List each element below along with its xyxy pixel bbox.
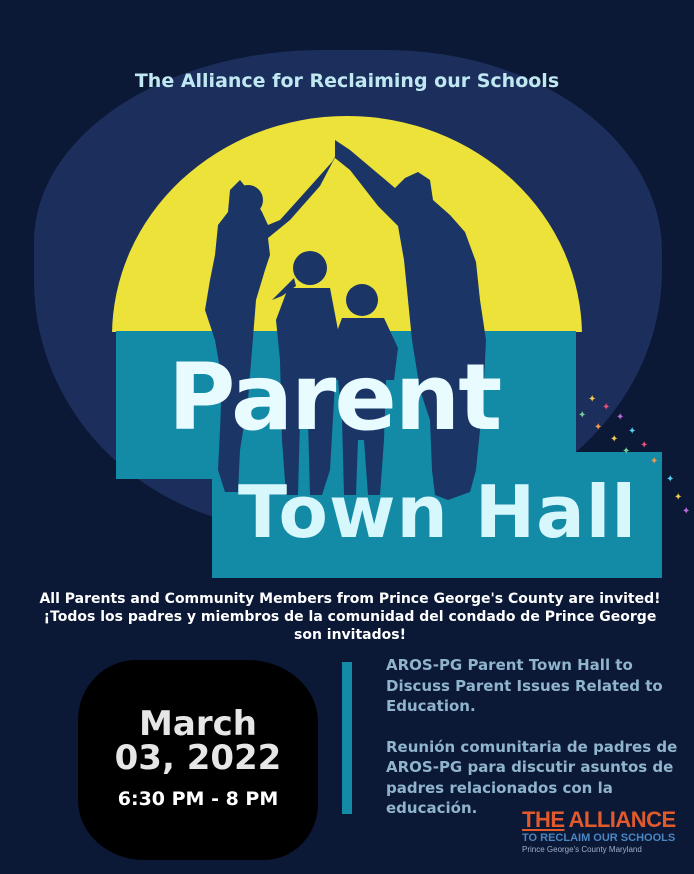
svg-text:✦: ✦ [640, 440, 649, 451]
event-date-month: March [139, 704, 257, 744]
svg-text:✦: ✦ [594, 422, 603, 433]
svg-text:✦: ✦ [674, 492, 683, 503]
svg-text:✦: ✦ [610, 434, 619, 445]
svg-text:✦: ✦ [602, 402, 611, 413]
invitation-english: All Parents and Community Members from Prince George's County are invited! [39, 591, 661, 607]
svg-text:✦: ✦ [578, 410, 587, 421]
svg-text:✦: ✦ [628, 426, 637, 437]
description-english: AROS-PG Parent Town Hall to Discuss Parent Issues Related to Education. [386, 656, 663, 715]
logo-wordmark [522, 808, 692, 832]
description-spanish: Reunión comunitaria de padres de AROS-PG para discutir asuntos de padres relacionados con la educación. [386, 737, 678, 817]
svg-text:✦: ✦ [616, 412, 625, 423]
svg-text:✦: ✦ [650, 456, 659, 467]
logo-location: Prince George's County Maryland [522, 845, 642, 854]
logo-the: THE [522, 807, 565, 832]
invitation-text [30, 590, 670, 644]
svg-text:✦: ✦ [622, 446, 631, 457]
divider-bar [342, 662, 352, 814]
svg-text:✦: ✦ [682, 506, 691, 517]
title-parent: Parent [168, 344, 501, 451]
title-town-hall: Town Hall [238, 470, 638, 554]
girl-head [293, 251, 327, 285]
logo-subtitle: TO RECLAIM OUR SCHOOLS [522, 832, 676, 844]
event-time: 6:30 PM - 8 PM [117, 788, 279, 810]
org-title: The Alliance for Reclaiming our Schools [134, 70, 560, 92]
svg-text:✦: ✦ [666, 474, 675, 485]
boy-head [346, 284, 378, 316]
date-box [78, 660, 318, 860]
logo-alliance: ALLIANCE [568, 807, 676, 832]
svg-text:✦: ✦ [588, 394, 597, 405]
event-date-day-year: 03, 2022 [114, 738, 282, 778]
invitation-spanish: ¡Todos los padres y miembros de la comunidad del condado de Prince George son invitados! [43, 609, 657, 643]
alliance-logo [522, 808, 692, 854]
